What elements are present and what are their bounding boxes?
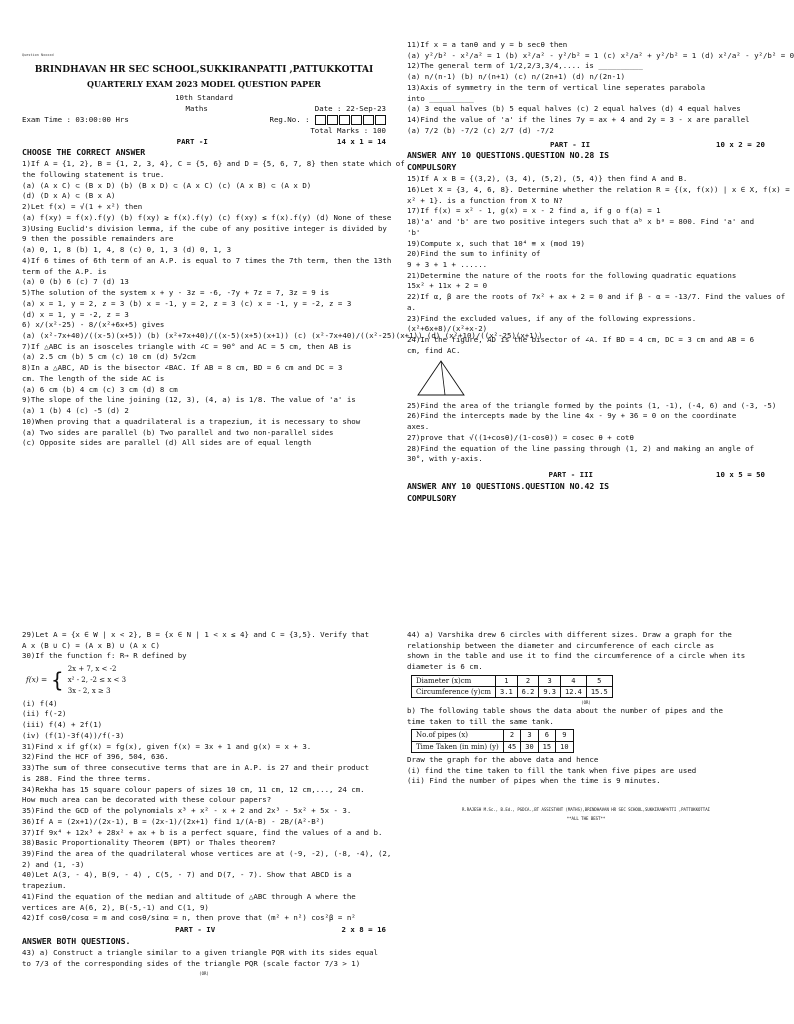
question-line: 19)Compute x, such that 10⁴ ≡ x (mod 19): [407, 238, 585, 248]
question-line: (a) 0 (b) 6 (c) 7 (d) 13: [22, 277, 129, 287]
question-line: 1)If A = {1, 2}, B = {1, 2, 3, 4}, C = {5, 6} and D = {5, 6, 7, 8} then state which of: [22, 159, 405, 169]
table-cell: 3: [521, 730, 538, 741]
question-line: 39)Find the area of the quadrilateral whose vertices are at (-9, -2), (-8, -4), (2,: [22, 849, 392, 859]
reg-no: Reg.No. :: [270, 115, 387, 126]
part-2-instruction: ANSWER ANY 10 QUESTIONS.QUESTION NO.28 IS: [407, 150, 610, 161]
questions-11-14: [407, 40, 794, 137]
piecewise-function: f(x) = { 2x + 7, x < -2 x² - 2, -2 ≤ x < 3 3x - 2, x ≥ 3: [26, 665, 127, 695]
question-line: 2) and (1, -3): [22, 859, 85, 869]
question-line: the following statement is true.: [22, 170, 165, 179]
question-line: How much area can be decorated with these colour papers?: [22, 795, 272, 805]
question-line: 36)If A = (2x+1)/(2x-1), B = (2x-1)/(2x+1) find 1/(A-B) - 2B/(A²-B²): [22, 816, 325, 826]
question-line: 22)If α, β are the roots of 7x² + ax + 2 = 0 and if β - α = -13/7. Find the values of: [407, 292, 786, 302]
exam-title: QUARTERLY EXAM 2023 MODEL QUESTION PAPER: [87, 79, 321, 90]
reg-no-boxes: [314, 115, 386, 124]
question-line: cm. The length of the side AC is: [22, 373, 165, 383]
question-line: 15)If A x B = {(3,2), (3, 4), (5,2), (5, 4)} then find A and B.: [407, 174, 688, 184]
question-line: 44) a) Varshika drew 6 circles with different sizes. Draw a graph for the: [407, 630, 732, 639]
question-line: 29)Let A = {x ∈ W | x < 2}, B = {x ∈ N | 1 < x ≤ 4} and C = {3,5}. Verify that: [22, 630, 370, 639]
question-line: 23)Find the excluded values, if any of the following expressions.: [407, 313, 697, 323]
question-line: 38)Basic Proportionality Theorem (BPT) or Thales theorem?: [22, 838, 276, 848]
question-line: Draw the graph for the above data and hence: [407, 754, 599, 764]
exam-time: Exam Time : 03:00:00 Hrs: [22, 115, 129, 125]
total-marks: Total Marks : 100: [310, 125, 386, 135]
subpart-line: (iii) f(4) + 2f(1): [22, 720, 103, 730]
question-line: (a) 7/2 (b) -7/2 (c) 2/7 (d) -7/2: [407, 125, 554, 135]
question-line: (ii) Find the number of pipes when the time is 9 minutes.: [407, 776, 661, 786]
question-line: (a) 3 equal halves (b) 5 equal halves (c) 2 equal halves (d) 4 equal halves: [407, 104, 741, 114]
question-line: x² + 1}. is a function from X to N?: [407, 195, 563, 205]
piecewise-case: 3x - 2, x ≥ 3: [67, 686, 111, 695]
piecewise-case: 2x + 7, x < -2: [67, 665, 117, 674]
table-cell: 4: [560, 675, 586, 686]
part-2-title: PART - II: [550, 139, 591, 149]
question-line: (a) y²/b² - x²/a² = 1 (b) x²/a² - y²/b² = 1 (c) x²/a² + y²/b² = 1 (d) x²/a² - y²/b² = 0: [407, 50, 794, 60]
part-1-title: PART -I: [176, 136, 208, 146]
question-line: a.: [407, 302, 416, 312]
question-line: is 288. Find the three terms.: [22, 773, 152, 783]
subpart-line: (iv) (f(1)-3f(4))/f(-3): [22, 730, 125, 740]
subpart-line: (i) f(4): [22, 698, 58, 708]
page-1-part-2: [407, 40, 794, 560]
all-the-best: **ALL THE BEST**: [566, 815, 606, 821]
question-line: (a) n/(n-1) (b) n/(n+1) (c) n/(2n+1) (d) n/(2n-1): [407, 72, 626, 82]
table-cell: 2: [517, 675, 539, 686]
table-cell: 10: [556, 741, 573, 752]
table-header: Circumference (y)cm: [412, 687, 496, 698]
question-line: 21)Determine the nature of the roots for the following quadratic equations: [407, 270, 737, 280]
question-line: 4)If 6 times of 6th term of an A.P. is equal to 7 times the 7th term, then the 13th: [22, 255, 392, 265]
question-line: 17)If f(x) = x² - 1, g(x) = x - 2 find a, if g o f(a) = 1: [407, 206, 661, 216]
question-line: 34)Rekha has 15 square colour papers of sizes 10 cm, 11 cm, 12 cm,..., 24 cm.: [22, 784, 365, 794]
piecewise-cases: [68, 664, 126, 697]
table-cell: 15.5: [586, 687, 612, 698]
table-cell: 1: [496, 675, 518, 686]
table-cell: 2: [503, 730, 520, 741]
question-line: diameter is 6 cm.: [407, 662, 483, 672]
questions-29-30: [22, 630, 386, 662]
part-1-instruction: CHOOSE THE CORRECT ANSWER: [22, 147, 146, 158]
question-line: (a) 2.5 cm (b) 5 cm (c) 10 cm (d) 5√2cm: [22, 352, 196, 362]
pipes-table: [411, 729, 574, 752]
question-line: 40)Let A(3, - 4), B(9, - 4) , C(5, - 7) and D(7, - 7). Show that ABCD is a: [22, 870, 352, 880]
question-line: (a) (A x C) ⊂ (B x D) (b) (B x D) ⊂ (A x C) (c) (A x B) ⊂ (A x D): [22, 180, 312, 190]
fx-label: f(x) =: [26, 675, 48, 685]
question-line: 26)Find the intercepts made by the line 4x - 9y + 36 = 0 on the coordinate: [407, 411, 737, 421]
question-line: (x²+6x+8)/(x²+x-2): [407, 324, 488, 334]
question-line: 7)If △ABC is an isosceles triangle with ∠C = 90° and AC = 5 cm, then AB is: [22, 341, 352, 351]
question-line: 31)Find x if gf(x) = fg(x), given f(x) = 3x + 1 and g(x) = x + 3.: [22, 741, 312, 751]
question-line: trapezium.: [22, 881, 67, 891]
table-header: Time Taken (in min) (y): [412, 741, 504, 752]
exam-date: Date : 22-Sep-23: [314, 104, 386, 114]
table-cell: 6: [538, 730, 555, 741]
part-3-marks: 10 x 5 = 50: [716, 470, 765, 480]
question-line: b) The following table shows the data about the number of pipes and the: [407, 706, 723, 716]
table-header: Diameter (x)cm: [412, 675, 496, 686]
question-44b: [407, 706, 765, 727]
part-3-title: PART - III: [548, 470, 594, 480]
question-line: axes.: [407, 422, 430, 432]
question-line: A x (B ∪ C) = (A x B) ∪ (A x C): [22, 640, 160, 650]
question-line: (a) 6 cm (b) 4 cm (c) 3 cm (d) 8 cm: [22, 384, 178, 394]
question-line: 9 then the possible remainders are: [22, 234, 174, 244]
subject: Maths: [185, 104, 208, 114]
question-line: 28)Find the equation of the line passing through (1, 2) and making an angle of: [407, 443, 755, 453]
question-line: 14)Find the value of 'a' if the lines 7y = ax + 4 and 2y = 3 - x are parallel: [407, 115, 750, 125]
question-line: shown in the table and use it to find the circumference of a circle when its: [407, 651, 746, 661]
subpart-line: (ii) f(-2): [22, 709, 67, 719]
question-line: time taken to till the same tank.: [407, 716, 554, 726]
table-cell: 9.3: [539, 687, 561, 698]
question-line: 6) x/(x²-25) - 8/(x²+6x+5) gives: [22, 320, 165, 330]
question-44b-tasks: [407, 755, 765, 787]
question-line: 12)The general term of 1/2,2/3,3/4,.... is __________: [407, 61, 643, 71]
question-line: (a) x = 1, y = 2, z = 3 (b) x = -1, y = 2, z = 3 (c) x = -1, y = -2, z = 3: [22, 298, 352, 308]
table-cell: 15: [538, 741, 555, 752]
question-line: 8)In a △ABC, AD is the bisector ∠BAC. If AB = 8 cm, BD = 6 cm and DC = 3: [22, 363, 343, 373]
table-cell: 3: [539, 675, 561, 686]
question-line: 15x² + 11x + 2 = 0: [407, 281, 488, 291]
question-44a: [407, 630, 765, 673]
question-line: 30)If the function f: R→ R defined by: [22, 651, 187, 661]
question-line: (a) (x²-7x+40)/((x-5)(x+5)) (b) (x²+7x+40)/((x-5)(x+5)(x+1)) (c) (x²-7x+40)/((x²-25)(x+1)) (d) (x²+10)/((x²-25)(x+1)): [22, 331, 543, 341]
page-2-part-3: [22, 630, 392, 1024]
question-line: (a) 1 (b) 4 (c) -5 (d) 2: [22, 406, 129, 416]
question-line: 20)Find the sum to infinity of: [407, 249, 541, 259]
page-2-part-4: [407, 630, 765, 830]
table-header: No.of pipes (x): [412, 730, 504, 741]
triangle-figure: [415, 359, 467, 399]
teacher-credit: R.RAJESH M.Sc., B.Ed., PGDCA.,BT ASSISTANT (MATHS),BRINDHAVAN HR SEC SCHOOL,SUKKIRANPATTI ,PATTUKKOTTAI: [461, 806, 711, 812]
question-line: 11)If x = a tanθ and y = b secθ then: [407, 40, 568, 49]
question-line: 33)The sum of three consecutive terms that are in A.P. is 27 and their product: [22, 763, 370, 773]
question-line: 13)Axis of symmetry in the term of vertical line seperates parabola: [407, 82, 706, 92]
question-line: (a) 0, 1, 8 (b) 1, 4, 8 (c) 0, 1, 3 (d) 0, 1, 3: [22, 245, 232, 255]
question-line: vertices are A(6, 2), B(-5,-1) and C(1, 9): [22, 902, 209, 912]
table-cell: 5: [586, 675, 612, 686]
question-line: 27)prove that √((1+cosθ)/(1-cosθ)) = cosec θ + cotθ: [407, 432, 634, 442]
question-line: (a) Two sides are parallel (b) Two parallel and two non-parallel sides: [22, 427, 334, 437]
question-line: 35)Find the GCD of the polynomials x³ + x² - x + 2 and 2x³ - 5x² + 5x - 3.: [22, 806, 352, 816]
questions-25-28: [407, 400, 777, 465]
question-line: 32)Find the HCF of 396, 504, 636.: [22, 752, 169, 762]
question-line: (c) Opposite sides are parallel (d) All sides are of equal length: [22, 438, 312, 448]
question-line: 3)Using Euclid's division lemma, if the cube of any positive integer is divided by: [22, 223, 387, 233]
question-line: 18)'a' and 'b' are two positive integers such that aᵇ x bᵃ = 800. Find 'a' and: [407, 217, 755, 227]
part-4-title: PART - IV: [175, 925, 216, 935]
question-line: 30°, with y-axis.: [407, 454, 483, 464]
table-cell: 9: [556, 730, 573, 741]
table-cell: 12.4: [560, 687, 586, 698]
table-cell: 45: [503, 741, 520, 752]
part-2-instruction-cont: COMPULSORY: [407, 162, 457, 173]
question-line: to 7/3 of the corresponding sides of the triangle PQR (scale factor 7/3 > 1): [22, 958, 361, 968]
corner-note: Question Nxxxxd: [22, 53, 54, 57]
question-line: 37)If 9x⁴ + 12x³ + 28x² + ax + b is a perfect square, find the values of a and b.: [22, 827, 383, 837]
diameter-table: [411, 675, 613, 698]
question-line: 42)If cosθ/cosα = m and cosθ/sinα = n, then prove that (m² + n²) cos²β = n²: [22, 913, 356, 923]
question-line: relationship between the diameter and circumference of each circle as: [407, 640, 715, 650]
question-43: [22, 948, 386, 969]
question-line: (d) x = 1, y = -2, z = 3: [22, 309, 129, 319]
question-line: 2)Let f(x) = √(1 + x²) then: [22, 202, 143, 212]
piecewise-case: x² - 2, -2 ≤ x < 3: [67, 676, 127, 685]
part-4-instruction: ANSWER BOTH QUESTIONS.: [22, 935, 131, 946]
question-line: 43) a) Construct a triangle similar to a given triangle PQR with its sides equal: [22, 947, 378, 957]
question-line: into __________: [407, 93, 474, 103]
part-3-instruction-cont: COMPULSORY: [407, 492, 457, 503]
question-line: term of the A.P. is: [22, 266, 107, 276]
question-line: 24)In the figure, AD is the bisector of ∠A. If BD = 4 cm, DC = 3 cm and AB = 6: [407, 335, 755, 345]
question-line: (a) f(xy) = f(x).f(y) (b) f(xy) ≥ f(x).f(y) (c) f(xy) ≤ f(x).f(y) (d) None of these: [22, 212, 392, 222]
q30-subparts: [22, 699, 386, 742]
question-line: 'b': [407, 227, 421, 237]
or-mark: (OR): [581, 700, 591, 706]
standard: 10th Standard: [175, 92, 233, 102]
question-line: 5)The solution of the system x + y - 3z = -6, -7y + 7z = 7, 3z = 9 is: [22, 288, 330, 298]
question-line: (d) (D x A) ⊂ (B x A): [22, 191, 116, 201]
table-cell: 6.2: [517, 687, 539, 698]
question-line: (i) find the time taken to fill the tank when five pipes are used: [407, 765, 697, 775]
question-line: 41)Find the equation of the median and altitude of △ABC through A where the: [22, 891, 356, 901]
question-line: 9 + 3 + 1 + ......: [407, 260, 488, 269]
question-line: 16)Let X = {3, 4, 6, 8}. Determine whether the relation R = {(x, f(x)) | x ∈ X, f(x) =: [407, 184, 790, 194]
question-line: 10)When proving that a quadrilateral is a trapezium, it is necessary to show: [22, 416, 361, 426]
part-1-marks: 14 x 1 = 14: [337, 136, 386, 146]
questions-15-24: [407, 174, 790, 356]
or-mark: (OR): [199, 971, 209, 977]
part-3-instruction: ANSWER ANY 10 QUESTIONS.QUESTION NO.42 IS: [407, 480, 610, 491]
table-cell: 30: [521, 741, 538, 752]
table-cell: 3.1: [496, 687, 518, 698]
part-2-marks: 10 x 2 = 20: [716, 139, 765, 149]
question-line: cm, find AC.: [407, 345, 461, 355]
question-line: 9)The slope of the line joining (12, 3), (4, a) is 1/8. The value of 'a' is: [22, 395, 356, 405]
questions-31-42: [22, 741, 392, 924]
question-line: 25)Find the area of the triangle formed by the points (1, -1), (-4, 6) and (-3, -5): [407, 400, 777, 410]
part-4-marks: 2 x 8 = 16: [341, 925, 386, 935]
school-name: BRINDHAVAN HR SEC SCHOOL,SUKKIRANPATTI ,PATTUKKOTTAI: [34, 65, 374, 76]
